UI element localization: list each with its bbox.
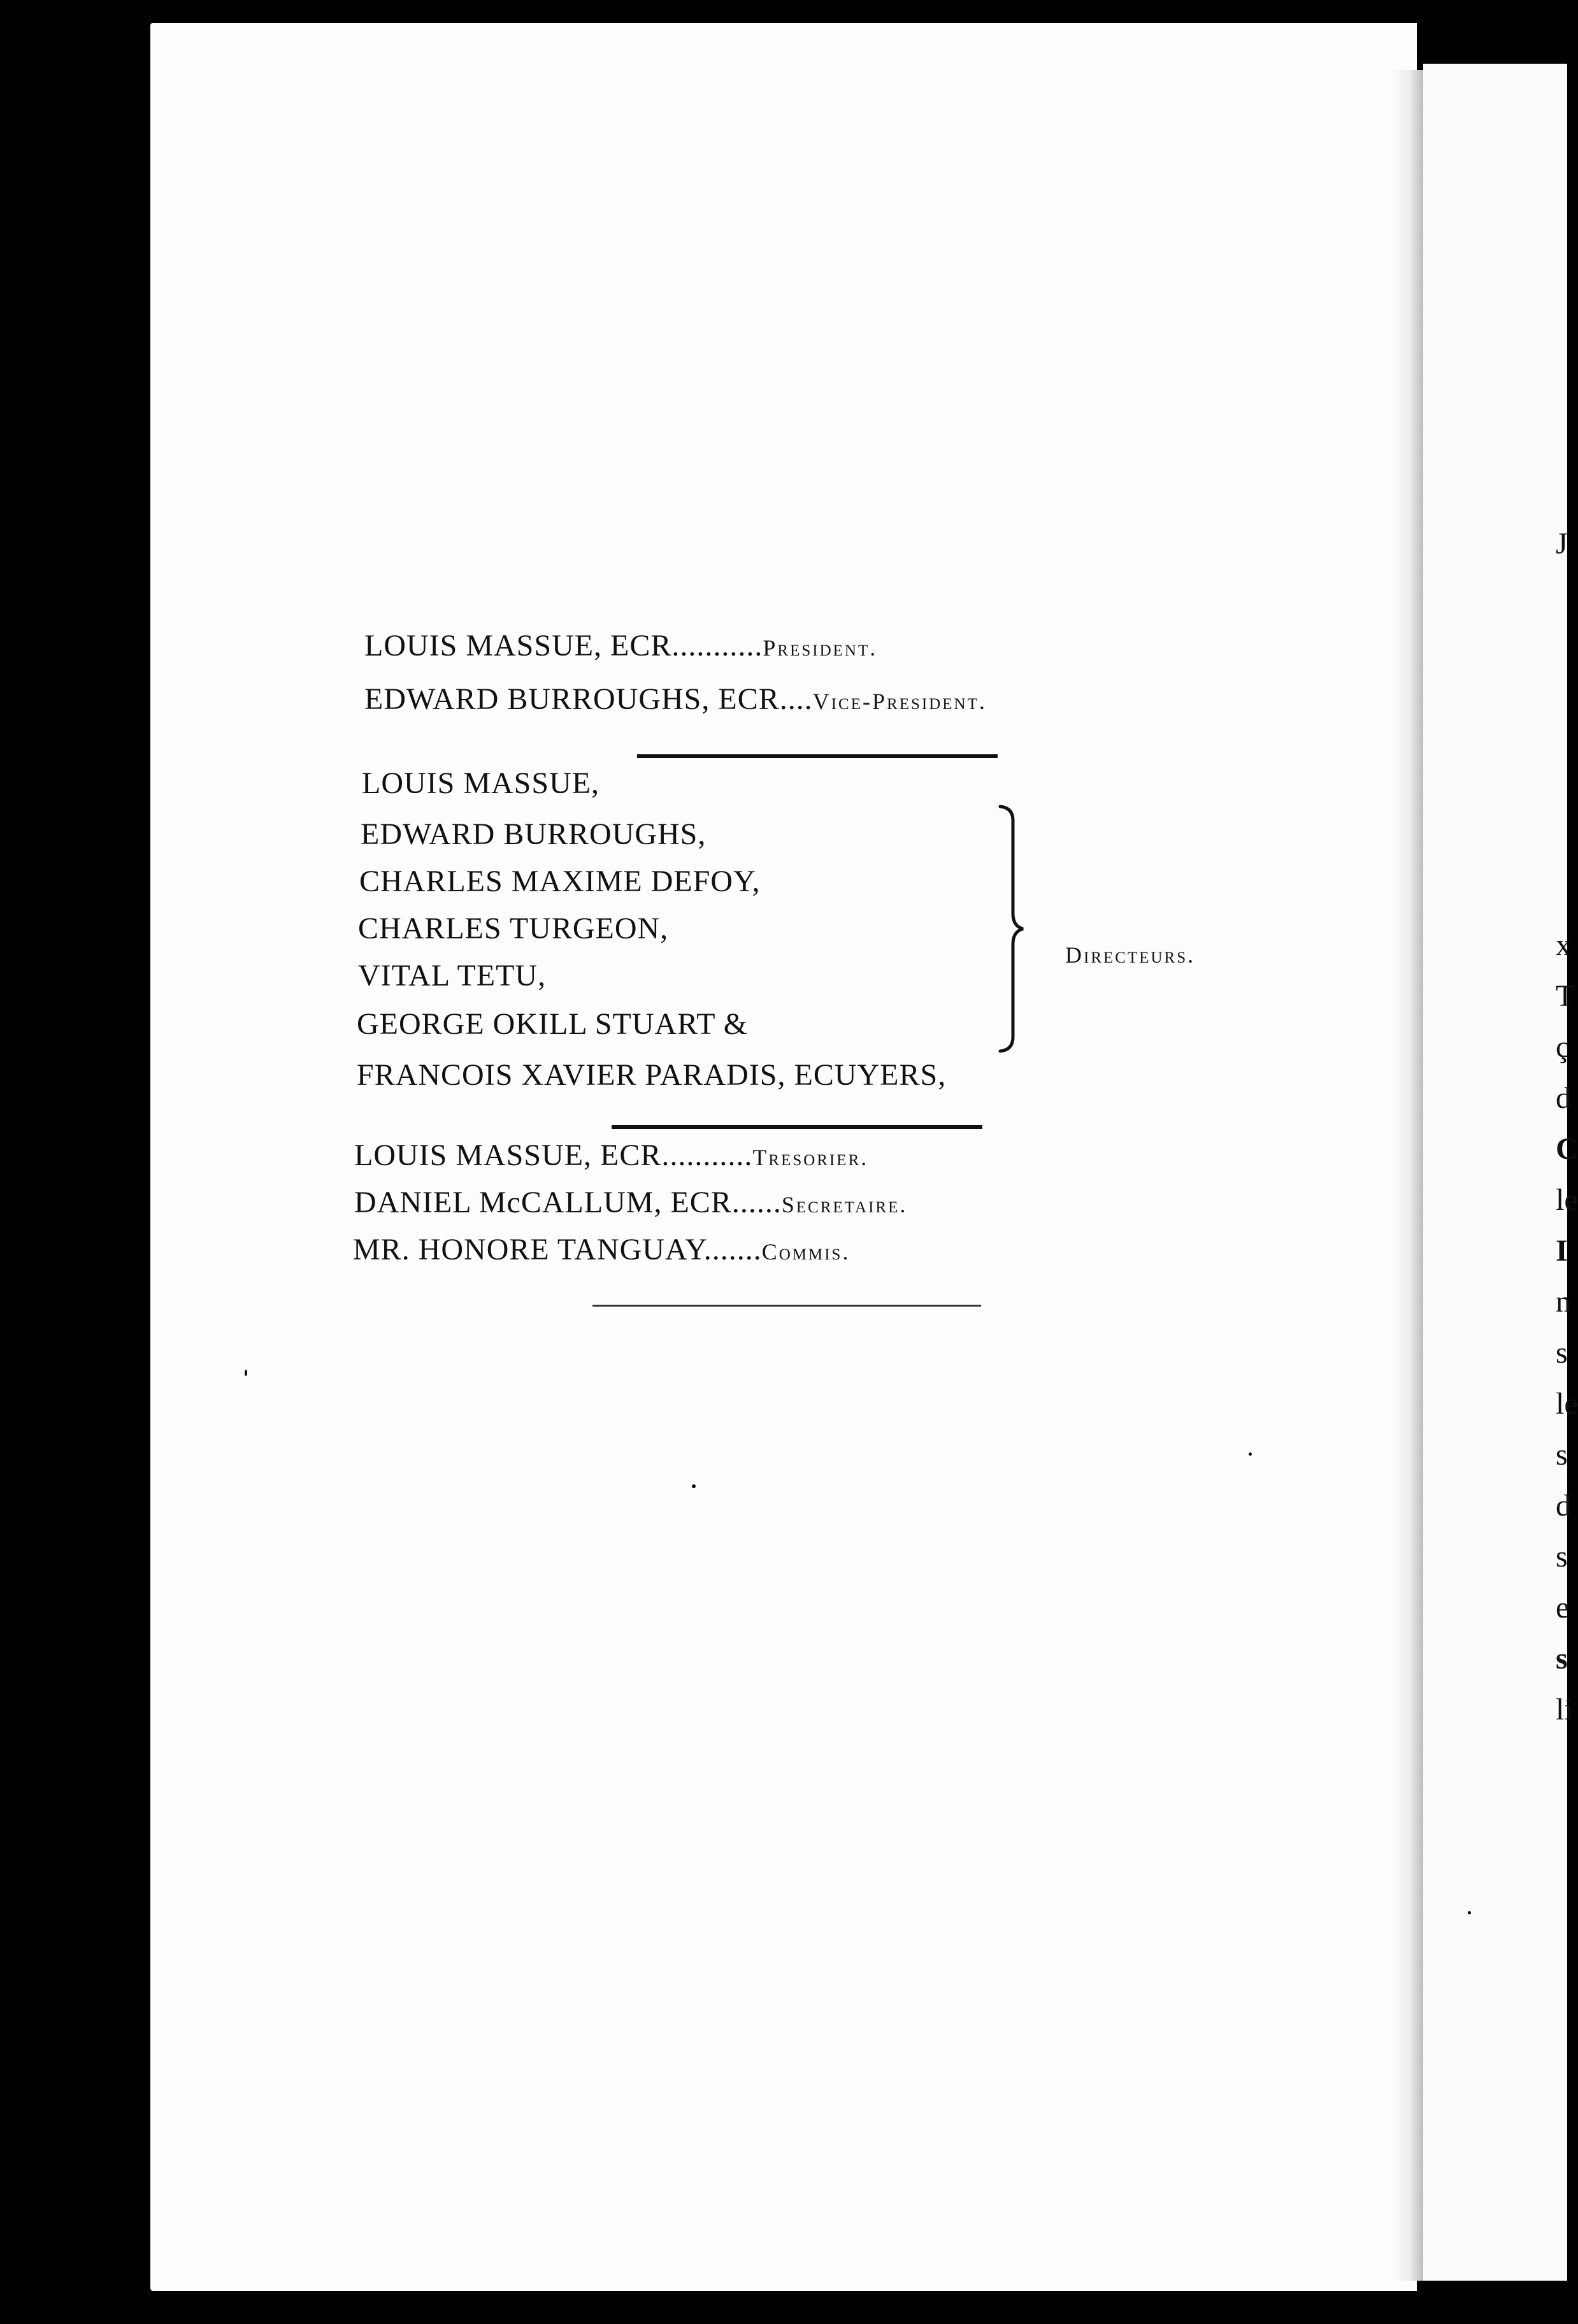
closing-rule bbox=[592, 1305, 981, 1307]
facing-page-letter: C bbox=[1556, 1132, 1578, 1166]
facing-page-letter: s bbox=[1556, 1642, 1568, 1675]
officer-role: Vice-President. bbox=[812, 689, 987, 714]
staff-line-tresorier bbox=[354, 1140, 868, 1171]
facing-page-letter: d bbox=[1556, 1081, 1571, 1115]
facing-page-letter: le bbox=[1556, 1387, 1578, 1421]
dot-leader: ........... bbox=[671, 629, 763, 663]
staff-role: Tresorier. bbox=[752, 1145, 869, 1170]
facing-page-letter: e bbox=[1556, 1591, 1570, 1625]
facing-page-letter: le bbox=[1556, 1183, 1578, 1217]
officer-line-president bbox=[364, 631, 877, 661]
facing-page-letter: li bbox=[1556, 1693, 1573, 1726]
officer-role: President. bbox=[763, 635, 878, 661]
speck bbox=[245, 1370, 247, 1376]
page-right bbox=[1423, 64, 1570, 2281]
speck bbox=[1249, 1452, 1252, 1456]
director-name: FRANCOIS XAVIER PARADIS, ECUYERS, bbox=[357, 1058, 947, 1092]
directors-role: Directeurs. bbox=[1065, 942, 1196, 968]
speck bbox=[1468, 1911, 1471, 1914]
right-brace bbox=[998, 804, 1026, 1054]
director-name: CHARLES TURGEON, bbox=[358, 912, 669, 945]
staff-line-commis bbox=[353, 1235, 850, 1265]
facing-page-letter: s bbox=[1556, 1540, 1568, 1574]
staff-role: Secretaire. bbox=[781, 1192, 908, 1217]
facing-page-letter: s bbox=[1556, 1336, 1568, 1370]
staff-name: MR. HONORE TANGUAY bbox=[353, 1233, 704, 1266]
dot-leader: ...... bbox=[731, 1186, 782, 1219]
dot-leader: ........... bbox=[661, 1138, 753, 1172]
facing-page-letter: I bbox=[1556, 1234, 1568, 1268]
staff-role: Commis. bbox=[761, 1239, 850, 1265]
separator-rule bbox=[612, 1125, 982, 1129]
speck bbox=[692, 1484, 696, 1488]
director-name: CHARLES MAXIME DEFOY, bbox=[359, 864, 761, 898]
dot-leader: ....... bbox=[703, 1233, 762, 1266]
staff-line-secretaire bbox=[354, 1187, 907, 1218]
page-gutter bbox=[1389, 70, 1423, 2281]
director-name: GEORGE OKILL STUART & bbox=[357, 1007, 749, 1041]
director-name: EDWARD BURROUGHS, bbox=[361, 817, 707, 851]
facing-page-letter: T bbox=[1556, 979, 1575, 1013]
staff-name: DANIEL McCALLUM, ECR bbox=[354, 1186, 732, 1219]
officer-name: LOUIS MASSUE, ECR bbox=[364, 629, 672, 663]
officer-name: EDWARD BURROUGHS, ECR bbox=[364, 682, 780, 716]
facing-page-letter: d bbox=[1556, 1489, 1571, 1523]
facing-page-letter: s bbox=[1556, 1438, 1568, 1472]
facing-page-letter: J bbox=[1556, 527, 1568, 561]
officer-line-vice-president bbox=[364, 684, 987, 715]
facing-page-letter: n bbox=[1556, 1285, 1571, 1319]
director-name: LOUIS MASSUE, bbox=[362, 766, 600, 800]
staff-name: LOUIS MASSUE, ECR bbox=[354, 1138, 662, 1172]
facing-page-letter: x bbox=[1556, 928, 1571, 962]
separator-rule bbox=[637, 754, 998, 758]
dot-leader: .... bbox=[779, 682, 813, 716]
facing-page-letter: ç bbox=[1556, 1030, 1570, 1064]
director-name: VITAL TETU, bbox=[358, 959, 547, 993]
